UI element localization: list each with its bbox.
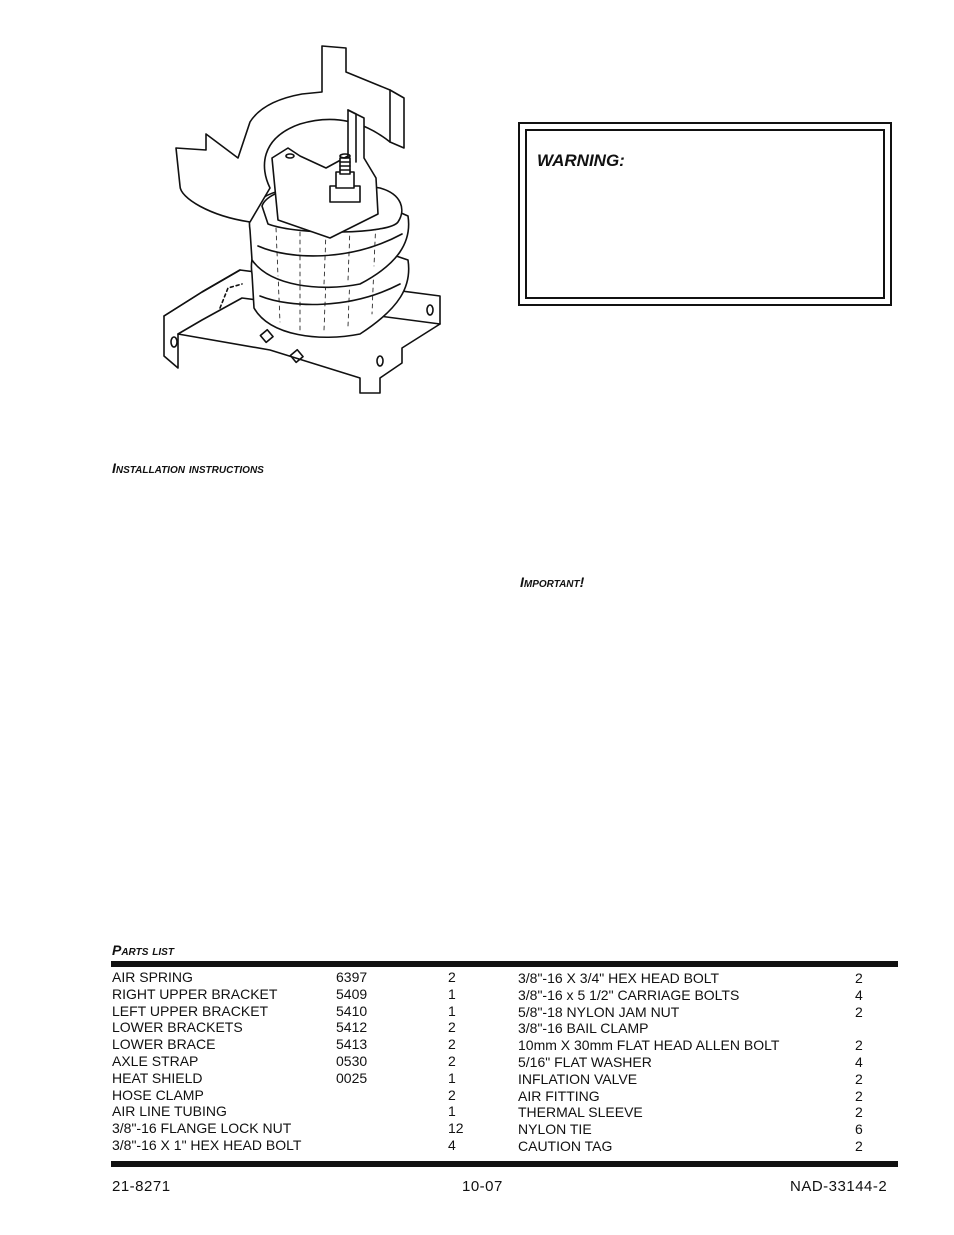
part-quantity: 4: [448, 1136, 456, 1153]
part-quantity: 2: [855, 970, 863, 986]
part-quantity: 1: [448, 1002, 456, 1019]
part-quantity: 12: [448, 1120, 464, 1137]
parts-row: [518, 1071, 868, 1088]
parts-row: [518, 1004, 868, 1021]
parts-row: [518, 1138, 868, 1155]
part-quantity: 2: [448, 1052, 456, 1069]
parts-row: [112, 1036, 472, 1053]
part-quantity: 2: [855, 1104, 863, 1121]
parts-list-bottom-rule: [111, 1161, 898, 1167]
warning-box: [518, 122, 892, 306]
parts-row: [112, 986, 472, 1003]
part-name: 3/8"-16 BAIL CLAMP: [518, 1020, 649, 1037]
parts-row: [518, 1020, 868, 1037]
part-name: RIGHT UPPER BRACKET: [112, 985, 278, 1002]
part-quantity: 2: [855, 1137, 863, 1154]
parts-row: [112, 1003, 472, 1020]
part-name: LOWER BRACKETS: [112, 1019, 243, 1036]
parts-row: [112, 969, 472, 986]
parts-row: [112, 1070, 472, 1087]
part-name: 3/8"-16 x 5 1/2" CARRIAGE BOLTS: [518, 986, 740, 1003]
parts-row: [518, 1037, 868, 1054]
part-name: AXLE STRAP: [112, 1052, 199, 1069]
part-quantity: 2: [855, 1087, 863, 1104]
important-heading: Important!: [520, 574, 585, 590]
part-number: 5412: [336, 1019, 368, 1036]
parts-row: [518, 1054, 868, 1071]
part-number: 0025: [336, 1069, 368, 1086]
warning-box-inner: [525, 129, 885, 299]
part-name: INFLATION VALVE: [518, 1070, 638, 1087]
part-quantity: 2: [448, 1036, 456, 1053]
parts-list-left-column: [112, 969, 472, 1154]
part-quantity: 2: [855, 1003, 863, 1020]
part-name: 3/8"-16 FLANGE LOCK NUT: [112, 1120, 292, 1137]
part-quantity: 2: [855, 1070, 863, 1087]
part-name: 3/8"-16 X 3/4" HEX HEAD BOLT: [518, 970, 720, 986]
part-name: NYLON TIE: [518, 1121, 592, 1138]
part-quantity: 1: [448, 1069, 456, 1086]
part-number: 6397: [336, 969, 368, 985]
parts-row: [112, 1137, 472, 1154]
part-name: AIR SPRING: [112, 969, 193, 985]
parts-row: [518, 1088, 868, 1105]
parts-row: [518, 970, 868, 987]
parts-row: [112, 1103, 472, 1120]
part-quantity: 6: [855, 1121, 863, 1138]
part-name: 3/8"-16 X 1" HEX HEAD BOLT: [112, 1136, 302, 1153]
part-quantity: 4: [855, 986, 863, 1003]
air-spring-assembly-illustration: [150, 38, 450, 398]
part-quantity: 4: [855, 1053, 863, 1070]
part-name: LEFT UPPER BRACKET: [112, 1002, 269, 1019]
part-number: 0530: [336, 1052, 368, 1069]
parts-row: [518, 987, 868, 1004]
part-name: AIR FITTING: [518, 1087, 600, 1104]
part-number: 5413: [336, 1036, 368, 1053]
part-name: 5/8"-18 NYLON JAM NUT: [518, 1003, 680, 1020]
parts-row: [112, 1087, 472, 1104]
part-name: 5/16" FLAT WASHER: [518, 1053, 652, 1070]
parts-row: [112, 1120, 472, 1137]
parts-row: [112, 1053, 472, 1070]
parts-list-heading: Parts list: [112, 942, 174, 958]
part-name: 10mm X 30mm FLAT HEAD ALLEN BOLT: [518, 1037, 780, 1054]
part-name: HOSE CLAMP: [112, 1086, 204, 1103]
part-quantity: 1: [448, 1103, 456, 1120]
footer-document-number: 21-8271: [112, 1178, 171, 1195]
part-quantity: 2: [448, 969, 456, 985]
part-name: CAUTION TAG: [518, 1137, 613, 1154]
parts-row: [518, 1121, 868, 1138]
part-quantity: 1: [448, 985, 456, 1002]
part-number: 5410: [336, 1002, 368, 1019]
part-number: 5409: [336, 985, 368, 1002]
part-name: THERMAL SLEEVE: [518, 1104, 643, 1121]
parts-row: [518, 1104, 868, 1121]
part-quantity: 2: [448, 1086, 456, 1103]
part-name: LOWER BRACE: [112, 1036, 216, 1053]
part-name: HEAT SHIELD: [112, 1069, 203, 1086]
parts-list-right-column: [518, 970, 868, 1155]
part-name: AIR LINE TUBING: [112, 1103, 227, 1120]
parts-list-top-rule: [111, 961, 898, 967]
parts-row: [112, 1019, 472, 1036]
footer-date-code: 10-07: [462, 1178, 503, 1195]
footer-part-code: NAD-33144-2: [790, 1178, 888, 1195]
part-quantity: 2: [855, 1037, 863, 1054]
warning-title: WARNING:: [537, 151, 625, 170]
part-quantity: 2: [448, 1019, 456, 1036]
installation-instructions-heading: Installation instructions: [112, 460, 264, 476]
